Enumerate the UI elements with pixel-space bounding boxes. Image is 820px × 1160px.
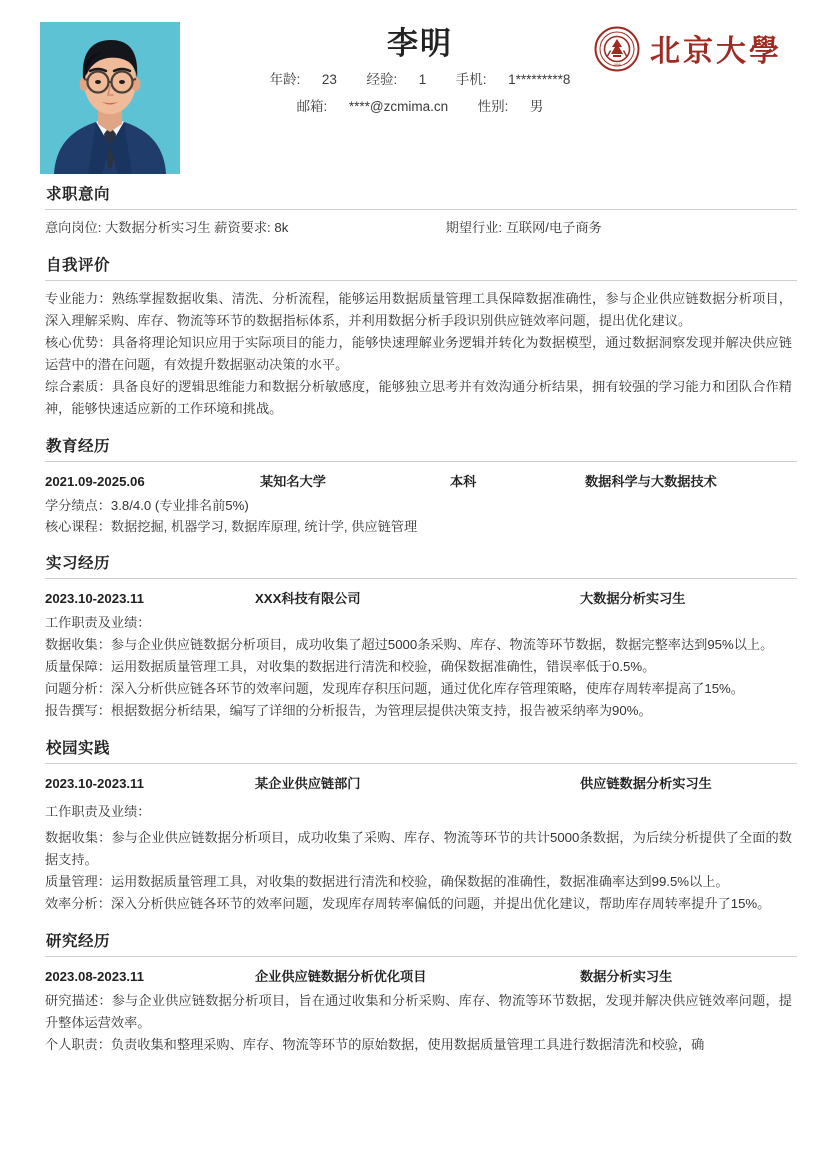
campus-body [20, 797, 800, 915]
candidate-photo [40, 22, 180, 174]
campus-subtitle: 工作职责及业绩： [45, 804, 151, 819]
education-entry-row [20, 469, 800, 495]
internship-role: 大数据分析实习生 [580, 591, 686, 606]
candidate-name: 李明 [387, 26, 453, 61]
section-divider [45, 956, 797, 957]
paragraph: 专业能力：熟练掌握数据收集、清洗、分析流程，能够运用数据质量管理工具保障数据准确性，参与企业供应链数据分析项目，深入理解采购、库存、物流等环节的数据指标体系，并利用数据分析手段识别供应链效率问题，提出优化建议。 [45, 291, 792, 328]
education-major: 数据科学与大数据技术 [585, 474, 717, 489]
gender-value: 男 [529, 99, 544, 114]
internship-company: XXX科技有限公司 [255, 591, 361, 606]
section-title-job-intention: 求职意向 [46, 186, 111, 203]
education-date: 2021.09-2025.06 [45, 474, 145, 489]
section-divider [45, 209, 797, 210]
self-evaluation-body [20, 288, 800, 420]
section-campus-practice [20, 724, 800, 915]
section-job-intention [20, 170, 800, 239]
email-label: 邮箱: [296, 99, 328, 114]
industry-label: 期望行业: [445, 220, 503, 235]
paragraph: 问题分析：深入分析供应链各环节的效率问题，发现库存积压问题，通过优化库存管理策略，使库存周转率提高了15%。 [45, 681, 744, 696]
campus-company: 某企业供应链部门 [255, 776, 361, 791]
age-value: 23 [321, 72, 337, 87]
section-divider [45, 578, 797, 579]
job-intention-fields [20, 217, 800, 239]
paragraph: 综合素质：具备良好的逻辑思维能力和数据分析敏感度，能够独立思考并有效沟通分析结果，拥有较强的学习能力和团队合作精神，能够快速适应新的工作环境和挑战。 [45, 379, 792, 416]
section-research [20, 917, 800, 1056]
campus-role: 供应链数据分析实习生 [580, 776, 712, 791]
portrait-illustration [40, 22, 180, 174]
internship-entry-row [20, 586, 800, 612]
svg-text:1898: 1898 [613, 63, 621, 68]
education-school: 某知名大学 [260, 474, 326, 489]
salary-value: 8k [274, 220, 289, 235]
section-divider [45, 461, 797, 462]
campus-date: 2023.10-2023.11 [45, 776, 145, 791]
paragraph: 报告撰写：根据数据分析结果，编写了详细的分析报告，为管理层提供决策支持，报告被采纳率为90%。 [45, 703, 652, 718]
paragraph: 研究描述：参与企业供应链数据分析项目，旨在通过收集和分析采购、库存、物流等环节数据，发现并解决供应链效率问题，提升整体运营效率。 [45, 993, 792, 1030]
phone-value: 1*********8 [508, 72, 571, 87]
research-body [20, 990, 800, 1056]
intent-position-label: 意向岗位: [45, 220, 102, 235]
section-title-campus-practice: 校园实践 [46, 740, 111, 757]
experience-value: 1 [418, 72, 427, 87]
internship-date: 2023.10-2023.11 [45, 591, 145, 606]
section-divider [45, 280, 797, 281]
paragraph: 核心优势：具备将理论知识应用于实际项目的能力，能够快速理解业务逻辑并转化为数据模型，通过数据洞察发现并解决供应链运营中的潜在问题，有效提升数据驱动决策的水平。 [45, 335, 792, 372]
email-value: ****@zcmima.cn [348, 99, 449, 114]
experience-label: 经验: [366, 72, 398, 87]
internship-subtitle: 工作职责及业绩： [45, 615, 151, 630]
paragraph: 效率分析：深入分析供应链各环节的效率问题，发现库存周转率偏低的问题，并提出优化建议，帮助库存周转率提升了15%。 [45, 896, 771, 911]
education-gpa: 学分绩点：3.8/4.0 (专业排名前5%) [45, 498, 249, 513]
identity-block [210, 22, 630, 120]
section-title-self-evaluation: 自我评价 [46, 257, 111, 274]
section-title-internship: 实习经历 [46, 555, 111, 572]
research-date: 2023.08-2023.11 [45, 969, 145, 984]
paragraph: 数据收集：参与企业供应链数据分析项目，成功收集了超过5000条采购、库存、物流等环节数据，数据完整率达到95%以上。 [45, 637, 774, 652]
paragraph: 数据收集：参与企业供应链数据分析项目，成功收集了采购、库存、物流等环节的共计5000条数据，为后续分析提供了全面的数据支持。 [45, 830, 792, 867]
meta-row-2 [210, 93, 630, 120]
paragraph: 质量管理：运用数据质量管理工具，对收集的数据进行清洗和校验，确保数据的准确性，数据准确率达到99.5%以上。 [45, 874, 729, 889]
industry-value: 互联网/电子商务 [505, 220, 602, 235]
salary-label: 薪资要求: [214, 220, 271, 235]
section-title-research: 研究经历 [46, 933, 111, 950]
phone-label: 手机: [455, 72, 487, 87]
paragraph: 个人职责：负责收集和整理采购、库存、物流等环节的原始数据，使用数据质量管理工具进行数据清洗和校验，确 [45, 1037, 705, 1052]
section-title-education: 教育经历 [46, 438, 111, 455]
resume-header [20, 0, 800, 170]
intent-position-value: 大数据分析实习生 [105, 220, 211, 235]
internship-body [20, 612, 800, 722]
university-brand [594, 26, 782, 77]
research-role: 数据分析实习生 [580, 969, 673, 984]
research-entry-row [20, 964, 800, 990]
peking-university-seal-icon [594, 26, 640, 77]
section-self-evaluation [20, 241, 800, 420]
section-divider [45, 763, 797, 764]
age-label: 年龄: [269, 72, 301, 87]
section-education [20, 422, 800, 537]
education-courses: 核心课程：数据挖掘, 机器学习, 数据库原理, 统计学, 供应链管理 [45, 519, 418, 534]
section-internship [20, 539, 800, 722]
university-name: 北京大學 [650, 34, 782, 68]
research-project: 企业供应链数据分析优化项目 [255, 969, 427, 984]
paragraph: 质量保障：运用数据质量管理工具，对收集的数据进行清洗和校验，确保数据准确性，错误率低于0.5%。 [45, 659, 656, 674]
education-degree: 本科 [450, 474, 477, 489]
campus-entry-row [20, 771, 800, 797]
gender-label: 性别: [477, 99, 509, 114]
